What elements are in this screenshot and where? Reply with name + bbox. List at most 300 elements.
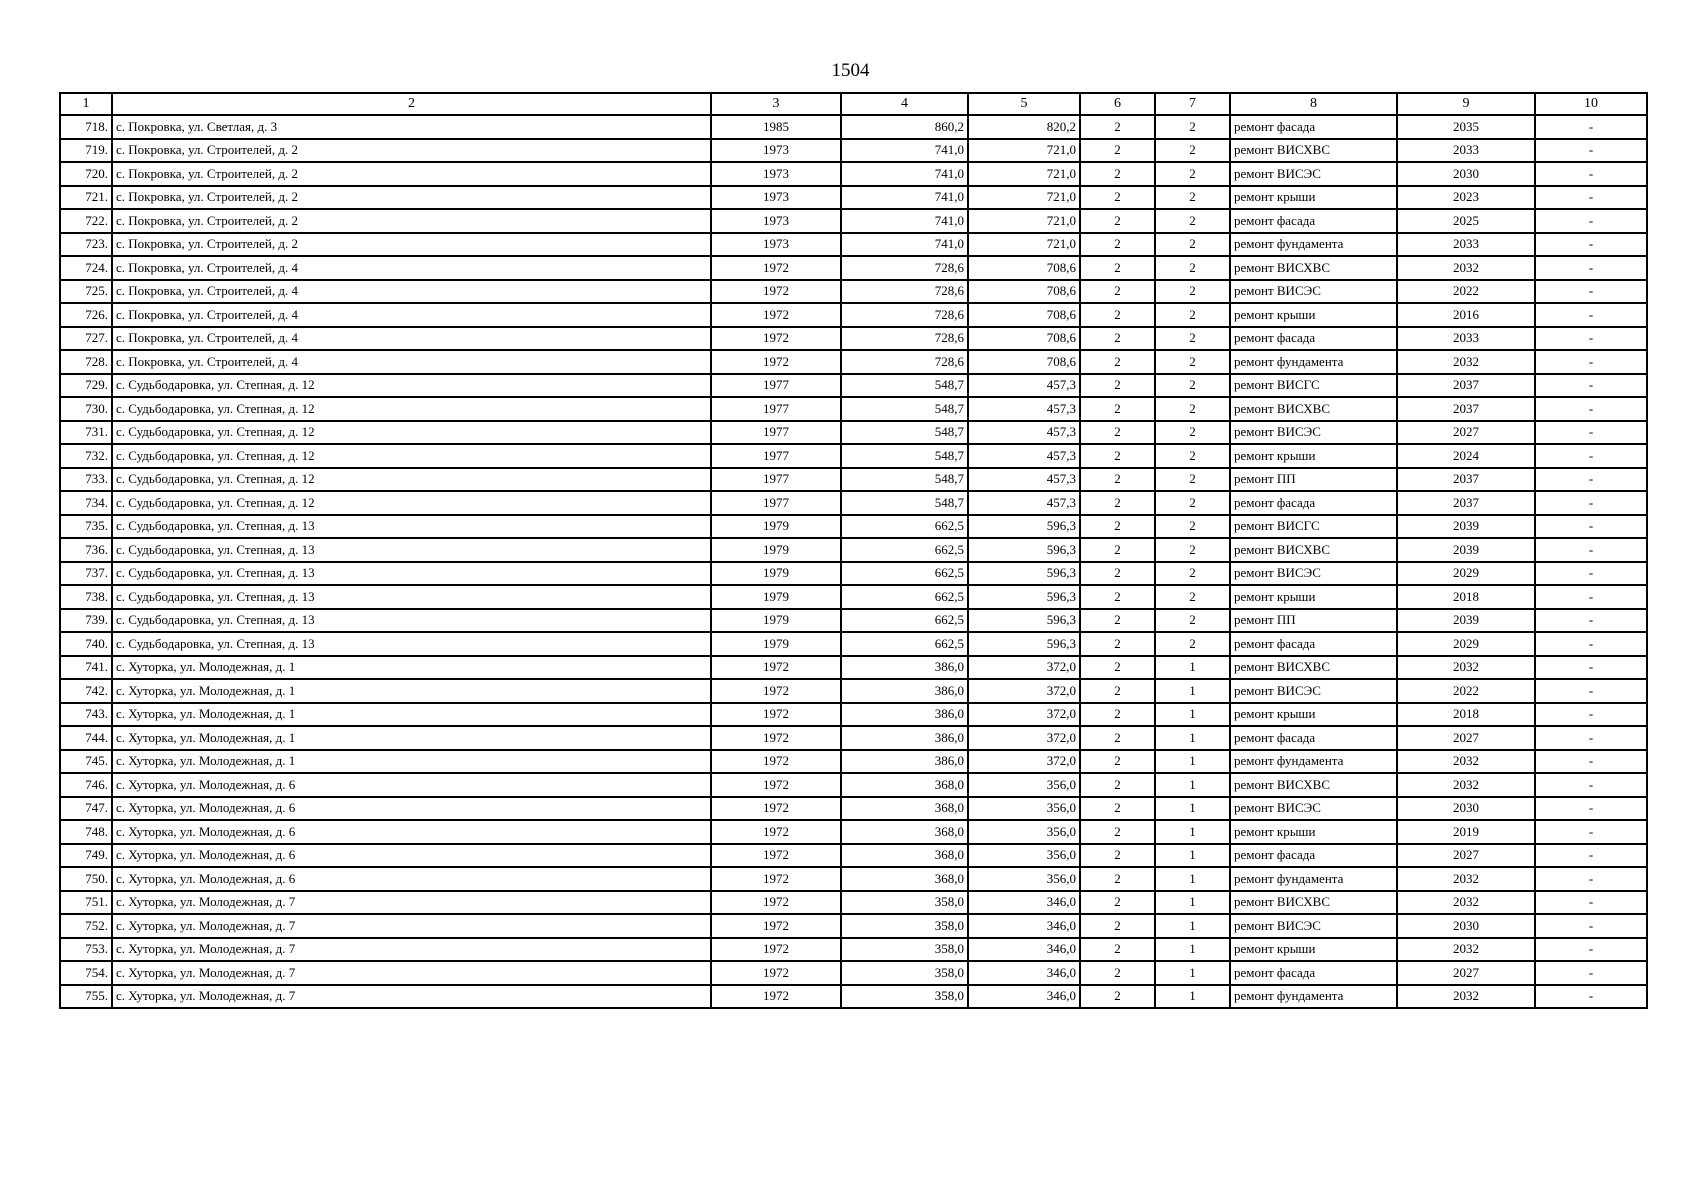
cell-row-number: 727. xyxy=(60,327,112,351)
cell-planned-year: 2037 xyxy=(1397,374,1535,398)
cell-address: с. Судьбодаровка, ул. Степная, д. 12 xyxy=(112,374,711,398)
cell-work-type: ремонт фасада xyxy=(1230,209,1397,233)
cell-year-built: 1977 xyxy=(711,421,841,445)
cell-floors: 2 xyxy=(1080,256,1155,280)
cell-work-type: ремонт ВИСЭС xyxy=(1230,562,1397,586)
cell-note: - xyxy=(1535,468,1647,492)
cell-entrances: 2 xyxy=(1155,280,1230,304)
table-row xyxy=(60,820,1647,844)
table-row xyxy=(60,609,1647,633)
cell-planned-year: 2018 xyxy=(1397,703,1535,727)
cell-planned-year: 2016 xyxy=(1397,303,1535,327)
cell-year-built: 1979 xyxy=(711,609,841,633)
cell-year-built: 1985 xyxy=(711,115,841,139)
table-row xyxy=(60,891,1647,915)
cell-planned-year: 2022 xyxy=(1397,679,1535,703)
cell-floors: 2 xyxy=(1080,327,1155,351)
cell-note: - xyxy=(1535,750,1647,774)
cell-total-area: 741,0 xyxy=(841,209,968,233)
cell-year-built: 1972 xyxy=(711,656,841,680)
cell-total-area: 548,7 xyxy=(841,374,968,398)
cell-address: с. Хуторка, ул. Молодежная, д. 6 xyxy=(112,773,711,797)
cell-row-number: 722. xyxy=(60,209,112,233)
cell-entrances: 2 xyxy=(1155,538,1230,562)
cell-floors: 2 xyxy=(1080,985,1155,1009)
cell-work-type: ремонт ВИСЭС xyxy=(1230,162,1397,186)
cell-year-built: 1972 xyxy=(711,867,841,891)
cell-row-number: 737. xyxy=(60,562,112,586)
cell-row-number: 753. xyxy=(60,938,112,962)
cell-floors: 2 xyxy=(1080,538,1155,562)
cell-living-area: 596,3 xyxy=(968,538,1080,562)
cell-living-area: 721,0 xyxy=(968,233,1080,257)
cell-floors: 2 xyxy=(1080,656,1155,680)
cell-planned-year: 2027 xyxy=(1397,844,1535,868)
cell-total-area: 358,0 xyxy=(841,985,968,1009)
cell-floors: 2 xyxy=(1080,867,1155,891)
cell-address: с. Хуторка, ул. Молодежная, д. 6 xyxy=(112,867,711,891)
cell-address: с. Хуторка, ул. Молодежная, д. 1 xyxy=(112,679,711,703)
cell-work-type: ремонт фундамента xyxy=(1230,350,1397,374)
cell-planned-year: 2023 xyxy=(1397,186,1535,210)
cell-row-number: 741. xyxy=(60,656,112,680)
table-row xyxy=(60,679,1647,703)
cell-entrances: 1 xyxy=(1155,914,1230,938)
cell-total-area: 358,0 xyxy=(841,891,968,915)
cell-work-type: ремонт фасада xyxy=(1230,491,1397,515)
cell-floors: 2 xyxy=(1080,585,1155,609)
cell-work-type: ремонт ПП xyxy=(1230,468,1397,492)
table-row xyxy=(60,632,1647,656)
cell-year-built: 1979 xyxy=(711,562,841,586)
cell-year-built: 1972 xyxy=(711,256,841,280)
cell-living-area: 346,0 xyxy=(968,961,1080,985)
cell-address: с. Хуторка, ул. Молодежная, д. 7 xyxy=(112,985,711,1009)
cell-planned-year: 2025 xyxy=(1397,209,1535,233)
cell-living-area: 346,0 xyxy=(968,891,1080,915)
cell-row-number: 738. xyxy=(60,585,112,609)
table-row xyxy=(60,844,1647,868)
cell-year-built: 1979 xyxy=(711,538,841,562)
cell-year-built: 1972 xyxy=(711,679,841,703)
cell-total-area: 860,2 xyxy=(841,115,968,139)
cell-note: - xyxy=(1535,374,1647,398)
cell-address: с. Покровка, ул. Светлая, д. 3 xyxy=(112,115,711,139)
cell-work-type: ремонт фасада xyxy=(1230,115,1397,139)
table-row xyxy=(60,280,1647,304)
cell-living-area: 820,2 xyxy=(968,115,1080,139)
cell-work-type: ремонт ВИСЭС xyxy=(1230,797,1397,821)
cell-year-built: 1973 xyxy=(711,233,841,257)
cell-entrances: 1 xyxy=(1155,844,1230,868)
cell-total-area: 386,0 xyxy=(841,703,968,727)
cell-living-area: 356,0 xyxy=(968,867,1080,891)
cell-living-area: 356,0 xyxy=(968,773,1080,797)
cell-work-type: ремонт крыши xyxy=(1230,186,1397,210)
cell-work-type: ремонт крыши xyxy=(1230,820,1397,844)
cell-work-type: ремонт ВИСГС xyxy=(1230,374,1397,398)
table-body xyxy=(60,115,1647,1008)
cell-address: с. Покровка, ул. Строителей, д. 2 xyxy=(112,139,711,163)
cell-total-area: 368,0 xyxy=(841,867,968,891)
cell-note: - xyxy=(1535,938,1647,962)
cell-total-area: 662,5 xyxy=(841,562,968,586)
cell-planned-year: 2032 xyxy=(1397,256,1535,280)
cell-year-built: 1977 xyxy=(711,444,841,468)
cell-entrances: 1 xyxy=(1155,961,1230,985)
cell-address: с. Покровка, ул. Строителей, д. 2 xyxy=(112,233,711,257)
cell-planned-year: 2024 xyxy=(1397,444,1535,468)
cell-year-built: 1973 xyxy=(711,209,841,233)
cell-planned-year: 2030 xyxy=(1397,914,1535,938)
table-row xyxy=(60,961,1647,985)
table-row xyxy=(60,491,1647,515)
cell-note: - xyxy=(1535,421,1647,445)
cell-total-area: 548,7 xyxy=(841,444,968,468)
cell-floors: 2 xyxy=(1080,914,1155,938)
page-number xyxy=(0,58,1697,84)
cell-entrances: 1 xyxy=(1155,726,1230,750)
cell-note: - xyxy=(1535,515,1647,539)
cell-address: с. Судьбодаровка, ул. Степная, д. 12 xyxy=(112,421,711,445)
cell-entrances: 2 xyxy=(1155,515,1230,539)
cell-floors: 2 xyxy=(1080,444,1155,468)
cell-living-area: 457,3 xyxy=(968,374,1080,398)
cell-planned-year: 2037 xyxy=(1397,397,1535,421)
cell-planned-year: 2033 xyxy=(1397,327,1535,351)
cell-note: - xyxy=(1535,961,1647,985)
cell-work-type: ремонт крыши xyxy=(1230,303,1397,327)
cell-address: с. Покровка, ул. Строителей, д. 2 xyxy=(112,162,711,186)
cell-row-number: 720. xyxy=(60,162,112,186)
cell-address: с. Покровка, ул. Строителей, д. 4 xyxy=(112,327,711,351)
cell-row-number: 719. xyxy=(60,139,112,163)
cell-note: - xyxy=(1535,327,1647,351)
cell-row-number: 728. xyxy=(60,350,112,374)
cell-year-built: 1972 xyxy=(711,280,841,304)
cell-work-type: ремонт фасада xyxy=(1230,327,1397,351)
cell-row-number: 754. xyxy=(60,961,112,985)
cell-work-type: ремонт ВИСХВС xyxy=(1230,656,1397,680)
cell-floors: 2 xyxy=(1080,162,1155,186)
cell-total-area: 358,0 xyxy=(841,961,968,985)
cell-total-area: 662,5 xyxy=(841,515,968,539)
cell-floors: 2 xyxy=(1080,515,1155,539)
table-row xyxy=(60,562,1647,586)
cell-planned-year: 2032 xyxy=(1397,750,1535,774)
cell-entrances: 1 xyxy=(1155,679,1230,703)
cell-row-number: 740. xyxy=(60,632,112,656)
cell-row-number: 731. xyxy=(60,421,112,445)
cell-work-type: ремонт ВИСХВС xyxy=(1230,891,1397,915)
cell-address: с. Хуторка, ул. Молодежная, д. 1 xyxy=(112,750,711,774)
cell-work-type: ремонт ВИСЭС xyxy=(1230,421,1397,445)
cell-floors: 2 xyxy=(1080,233,1155,257)
cell-entrances: 2 xyxy=(1155,562,1230,586)
cell-living-area: 708,6 xyxy=(968,350,1080,374)
cell-note: - xyxy=(1535,914,1647,938)
cell-entrances: 2 xyxy=(1155,397,1230,421)
cell-total-area: 741,0 xyxy=(841,162,968,186)
cell-year-built: 1977 xyxy=(711,374,841,398)
cell-entrances: 2 xyxy=(1155,421,1230,445)
cell-entrances: 2 xyxy=(1155,162,1230,186)
cell-year-built: 1972 xyxy=(711,350,841,374)
cell-total-area: 368,0 xyxy=(841,820,968,844)
cell-entrances: 1 xyxy=(1155,797,1230,821)
cell-floors: 2 xyxy=(1080,209,1155,233)
column-header-10: 10 xyxy=(1535,93,1647,115)
cell-entrances: 2 xyxy=(1155,609,1230,633)
cell-living-area: 346,0 xyxy=(968,938,1080,962)
cell-row-number: 726. xyxy=(60,303,112,327)
cell-living-area: 457,3 xyxy=(968,491,1080,515)
cell-work-type: ремонт ВИСГС xyxy=(1230,515,1397,539)
table-row xyxy=(60,703,1647,727)
cell-address: с. Судьбодаровка, ул. Степная, д. 12 xyxy=(112,468,711,492)
cell-planned-year: 2032 xyxy=(1397,938,1535,962)
cell-floors: 2 xyxy=(1080,397,1155,421)
cell-floors: 2 xyxy=(1080,703,1155,727)
cell-total-area: 386,0 xyxy=(841,679,968,703)
cell-work-type: ремонт фасада xyxy=(1230,726,1397,750)
cell-planned-year: 2032 xyxy=(1397,891,1535,915)
cell-floors: 2 xyxy=(1080,632,1155,656)
cell-row-number: 755. xyxy=(60,985,112,1009)
table-row xyxy=(60,538,1647,562)
cell-total-area: 741,0 xyxy=(841,139,968,163)
cell-note: - xyxy=(1535,726,1647,750)
cell-living-area: 708,6 xyxy=(968,327,1080,351)
cell-floors: 2 xyxy=(1080,938,1155,962)
cell-work-type: ремонт ВИСХВС xyxy=(1230,397,1397,421)
cell-address: с. Судьбодаровка, ул. Степная, д. 13 xyxy=(112,585,711,609)
cell-entrances: 2 xyxy=(1155,491,1230,515)
cell-address: с. Хуторка, ул. Молодежная, д. 6 xyxy=(112,844,711,868)
table-row xyxy=(60,397,1647,421)
cell-total-area: 728,6 xyxy=(841,327,968,351)
cell-living-area: 372,0 xyxy=(968,679,1080,703)
cell-year-built: 1972 xyxy=(711,726,841,750)
cell-living-area: 346,0 xyxy=(968,914,1080,938)
table-row xyxy=(60,750,1647,774)
cell-note: - xyxy=(1535,679,1647,703)
cell-note: - xyxy=(1535,632,1647,656)
cell-row-number: 752. xyxy=(60,914,112,938)
cell-address: с. Судьбодаровка, ул. Степная, д. 13 xyxy=(112,632,711,656)
table-row xyxy=(60,350,1647,374)
table-row xyxy=(60,985,1647,1009)
cell-address: с. Хуторка, ул. Молодежная, д. 7 xyxy=(112,914,711,938)
cell-address: с. Судьбодаровка, ул. Степная, д. 12 xyxy=(112,491,711,515)
cell-note: - xyxy=(1535,797,1647,821)
cell-floors: 2 xyxy=(1080,797,1155,821)
cell-work-type: ремонт фундамента xyxy=(1230,750,1397,774)
cell-living-area: 356,0 xyxy=(968,797,1080,821)
cell-work-type: ремонт фасада xyxy=(1230,632,1397,656)
cell-total-area: 728,6 xyxy=(841,350,968,374)
table-row xyxy=(60,444,1647,468)
cell-living-area: 346,0 xyxy=(968,985,1080,1009)
column-header-7: 7 xyxy=(1155,93,1230,115)
cell-year-built: 1972 xyxy=(711,773,841,797)
cell-note: - xyxy=(1535,585,1647,609)
cell-work-type: ремонт ВИСХВС xyxy=(1230,773,1397,797)
cell-row-number: 750. xyxy=(60,867,112,891)
cell-year-built: 1972 xyxy=(711,750,841,774)
cell-year-built: 1972 xyxy=(711,961,841,985)
cell-address: с. Хуторка, ул. Молодежная, д. 7 xyxy=(112,961,711,985)
cell-row-number: 749. xyxy=(60,844,112,868)
cell-living-area: 457,3 xyxy=(968,397,1080,421)
cell-planned-year: 2037 xyxy=(1397,491,1535,515)
table-row xyxy=(60,233,1647,257)
cell-living-area: 457,3 xyxy=(968,421,1080,445)
cell-floors: 2 xyxy=(1080,280,1155,304)
cell-address: с. Судьбодаровка, ул. Степная, д. 13 xyxy=(112,609,711,633)
cell-row-number: 729. xyxy=(60,374,112,398)
cell-floors: 2 xyxy=(1080,773,1155,797)
cell-total-area: 368,0 xyxy=(841,844,968,868)
cell-work-type: ремонт фундамента xyxy=(1230,985,1397,1009)
cell-planned-year: 2037 xyxy=(1397,468,1535,492)
cell-row-number: 734. xyxy=(60,491,112,515)
cell-living-area: 708,6 xyxy=(968,256,1080,280)
cell-floors: 2 xyxy=(1080,139,1155,163)
cell-row-number: 746. xyxy=(60,773,112,797)
cell-year-built: 1979 xyxy=(711,585,841,609)
cell-total-area: 386,0 xyxy=(841,726,968,750)
cell-planned-year: 2039 xyxy=(1397,515,1535,539)
cell-row-number: 725. xyxy=(60,280,112,304)
table-row xyxy=(60,867,1647,891)
cell-entrances: 2 xyxy=(1155,374,1230,398)
cell-living-area: 721,0 xyxy=(968,209,1080,233)
cell-total-area: 548,7 xyxy=(841,421,968,445)
cell-planned-year: 2027 xyxy=(1397,726,1535,750)
cell-planned-year: 2029 xyxy=(1397,562,1535,586)
cell-row-number: 736. xyxy=(60,538,112,562)
cell-note: - xyxy=(1535,115,1647,139)
cell-address: с. Хуторка, ул. Молодежная, д. 1 xyxy=(112,703,711,727)
cell-total-area: 662,5 xyxy=(841,609,968,633)
cell-year-built: 1972 xyxy=(711,938,841,962)
cell-note: - xyxy=(1535,538,1647,562)
cell-living-area: 596,3 xyxy=(968,632,1080,656)
cell-floors: 2 xyxy=(1080,421,1155,445)
cell-entrances: 1 xyxy=(1155,656,1230,680)
cell-floors: 2 xyxy=(1080,374,1155,398)
table-row xyxy=(60,303,1647,327)
cell-row-number: 751. xyxy=(60,891,112,915)
cell-entrances: 1 xyxy=(1155,985,1230,1009)
cell-living-area: 721,0 xyxy=(968,186,1080,210)
cell-note: - xyxy=(1535,209,1647,233)
cell-work-type: ремонт фундамента xyxy=(1230,233,1397,257)
cell-note: - xyxy=(1535,891,1647,915)
cell-entrances: 2 xyxy=(1155,585,1230,609)
cell-floors: 2 xyxy=(1080,186,1155,210)
cell-note: - xyxy=(1535,397,1647,421)
column-header-9: 9 xyxy=(1397,93,1535,115)
cell-row-number: 747. xyxy=(60,797,112,821)
cell-year-built: 1972 xyxy=(711,891,841,915)
cell-work-type: ремонт крыши xyxy=(1230,585,1397,609)
cell-address: с. Судьбодаровка, ул. Степная, д. 13 xyxy=(112,515,711,539)
table-row xyxy=(60,162,1647,186)
cell-note: - xyxy=(1535,703,1647,727)
cell-planned-year: 2032 xyxy=(1397,985,1535,1009)
cell-total-area: 548,7 xyxy=(841,468,968,492)
cell-floors: 2 xyxy=(1080,726,1155,750)
cell-total-area: 358,0 xyxy=(841,914,968,938)
cell-total-area: 728,6 xyxy=(841,303,968,327)
cell-entrances: 1 xyxy=(1155,703,1230,727)
cell-planned-year: 2032 xyxy=(1397,350,1535,374)
cell-planned-year: 2032 xyxy=(1397,867,1535,891)
cell-row-number: 748. xyxy=(60,820,112,844)
cell-total-area: 728,6 xyxy=(841,280,968,304)
cell-planned-year: 2035 xyxy=(1397,115,1535,139)
cell-address: с. Хуторка, ул. Молодежная, д. 7 xyxy=(112,891,711,915)
cell-entrances: 1 xyxy=(1155,867,1230,891)
cell-address: с. Судьбодаровка, ул. Степная, д. 13 xyxy=(112,562,711,586)
cell-planned-year: 2018 xyxy=(1397,585,1535,609)
cell-row-number: 732. xyxy=(60,444,112,468)
cell-planned-year: 2022 xyxy=(1397,280,1535,304)
cell-total-area: 662,5 xyxy=(841,585,968,609)
cell-work-type: ремонт ПП xyxy=(1230,609,1397,633)
cell-living-area: 721,0 xyxy=(968,162,1080,186)
cell-year-built: 1972 xyxy=(711,985,841,1009)
table-row xyxy=(60,773,1647,797)
cell-work-type: ремонт ВИСХВС xyxy=(1230,538,1397,562)
cell-note: - xyxy=(1535,139,1647,163)
cell-work-type: ремонт ВИСХВС xyxy=(1230,256,1397,280)
cell-living-area: 457,3 xyxy=(968,468,1080,492)
cell-total-area: 358,0 xyxy=(841,938,968,962)
cell-entrances: 2 xyxy=(1155,186,1230,210)
column-header-3: 3 xyxy=(711,93,841,115)
cell-work-type: ремонт ВИСЭС xyxy=(1230,679,1397,703)
cell-work-type: ремонт ВИСЭС xyxy=(1230,914,1397,938)
table-row xyxy=(60,421,1647,445)
cell-work-type: ремонт фундамента xyxy=(1230,867,1397,891)
cell-planned-year: 2039 xyxy=(1397,538,1535,562)
cell-year-built: 1973 xyxy=(711,139,841,163)
cell-note: - xyxy=(1535,256,1647,280)
cell-total-area: 728,6 xyxy=(841,256,968,280)
table-row xyxy=(60,585,1647,609)
cell-entrances: 1 xyxy=(1155,750,1230,774)
cell-total-area: 741,0 xyxy=(841,233,968,257)
cell-row-number: 718. xyxy=(60,115,112,139)
cell-note: - xyxy=(1535,186,1647,210)
column-header-2: 2 xyxy=(112,93,711,115)
cell-work-type: ремонт крыши xyxy=(1230,938,1397,962)
cell-entrances: 2 xyxy=(1155,209,1230,233)
cell-total-area: 548,7 xyxy=(841,397,968,421)
cell-note: - xyxy=(1535,985,1647,1009)
cell-work-type: ремонт крыши xyxy=(1230,703,1397,727)
cell-year-built: 1972 xyxy=(711,303,841,327)
cell-planned-year: 2033 xyxy=(1397,233,1535,257)
cell-planned-year: 2039 xyxy=(1397,609,1535,633)
cell-total-area: 368,0 xyxy=(841,797,968,821)
cell-living-area: 596,3 xyxy=(968,515,1080,539)
cell-address: с. Хуторка, ул. Молодежная, д. 7 xyxy=(112,938,711,962)
cell-year-built: 1972 xyxy=(711,703,841,727)
